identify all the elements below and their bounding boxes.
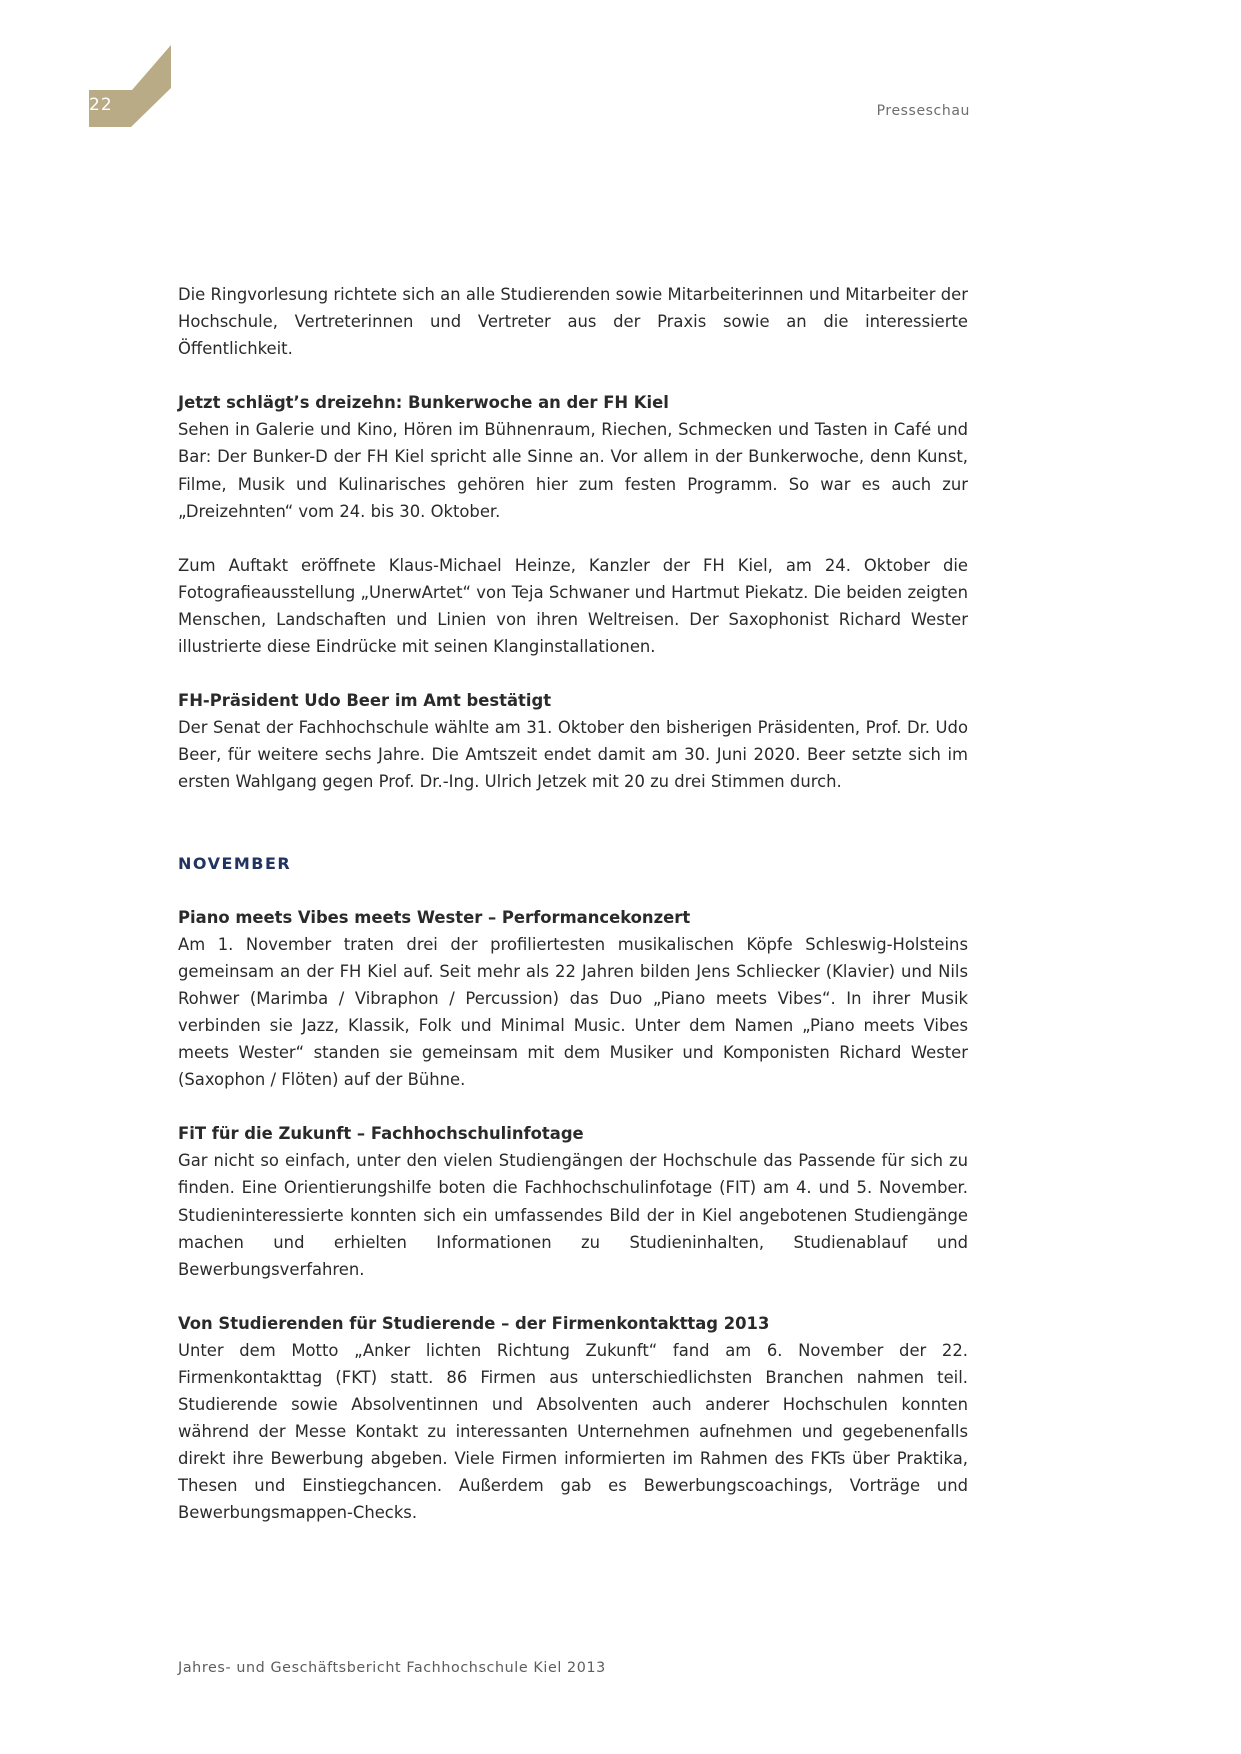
page-number: 22 bbox=[89, 95, 113, 115]
bunkerwoche-paragraph-2: Zum Auftakt eröffnete Klaus-Michael Heinze, Kanzler der FH Kiel, am 24. Oktober die Fotografieausstellung „UnerwArtet“ von Teja Schwaner und Hartmut Piekatz. Die beiden zeigten Menschen, Landschaften und Linien von ihren Weltreisen. Der Saxophonist Richard Wester illustrierte diese Eindrücke mit seinen Klanginstallationen. bbox=[178, 555, 968, 657]
section-heading-bunkerwoche: Jetzt schlägt’s dreizehn: Bunkerwoche an der FH Kiel bbox=[178, 393, 669, 413]
running-header: Presseschau bbox=[876, 103, 970, 119]
main-content bbox=[178, 281, 968, 1527]
spacer bbox=[178, 877, 968, 904]
running-footer: Jahres- und Geschäftsbericht Fachhochschule Kiel 2013 bbox=[178, 1660, 606, 1676]
konzert-paragraph: Am 1. November traten drei der profiliertesten musikalischen Köpfe Schleswig-Holsteins gemeinsam an der FH Kiel auf. Seit mehr als 22 Jahren bilden Jens Schliecker (Klavier) und Nils Rohwer (Marimba / Vibraphon / Percussion) das Duo „Piano meets Vibes“. In ihrer Musik verbinden sie Jazz, Klassik, Folk und Minimal Music. Unter dem Namen „Piano meets Vibes meets Wester“ standen sie gemeinsam mit dem Musiker und Komponisten Richard Wester (Saxophon / Flöten) auf der Bühne. bbox=[178, 934, 968, 1090]
bunkerwoche-paragraph-1: Sehen in Galerie und Kino, Hören im Bühnenraum, Riechen, Schmecken und Tasten in Café und Bar: Der Bunker-D der FH Kiel spricht alle Sinne an. Vor allem in der Bunkerwoche, denn Kunst, Filme, Musik und Kulinarisches gehören hier zum festen Programm. So war es auch zur „Dreizehnten“ vom 24. bis 30. Oktober. bbox=[178, 420, 968, 521]
firmenkontakttag-paragraph: Unter dem Motto „Anker lichten Richtung Zukunft“ fand am 6. November der 22. Firmenkontakttag (FKT) statt. 86 Firmen aus unterschiedlichsten Branchen nahmen teil. Studierende sowie Absolventinnen und Absolventen auch anderer Hochschulen konnten während der Messe Kontakt zu interessanten Unternehmen aufnehmen und gegebenenfalls direkt ihre Bewerbung abgeben. Viele Firmen informierten im Rahmen des FKTs über Praktika, Thesen und Einstiegchancen. Außerdem gab es Bewerbungscoachings, Vorträge und Bewerbungsmappen-Checks. bbox=[178, 1340, 968, 1523]
spacer bbox=[178, 525, 968, 552]
section-heading-praesident: FH-Präsident Udo Beer im Amt bestätigt bbox=[178, 691, 552, 711]
section-heading-fit: FiT für die Zukunft – Fachhochschulinfotage bbox=[178, 1124, 584, 1144]
spacer bbox=[178, 362, 968, 389]
page-number-tab bbox=[0, 0, 200, 140]
spacer bbox=[178, 1093, 968, 1120]
spacer bbox=[178, 796, 968, 850]
intro-paragraph: Die Ringvorlesung richtete sich an alle Studierenden sowie Mitarbeiterinnen und Mitarbeiter der Hochschule, Vertreterinnen und Vertreter aus der Praxis sowie an die interessierte Öffentlichkeit. bbox=[178, 285, 968, 359]
month-heading-november: NOVEMBER bbox=[178, 853, 292, 873]
praesident-paragraph: Der Senat der Fachhochschule wählte am 31. Oktober den bisherigen Präsidenten, Prof. Dr. Udo Beer, für weitere sechs Jahre. Die Amtszeit endet damit am 30. Juni 2020. Beer setzte sich im ersten Wahlgang gegen Prof. Dr.-Ing. Ulrich Jetzek mit 20 zu drei Stimmen durch. bbox=[178, 718, 968, 792]
fit-paragraph: Gar nicht so einfach, unter den vielen Studiengängen der Hochschule das Passende für sich zu finden. Eine Orientierungshilfe boten die Fachhochschulinfotage (FIT) am 4. und 5. November. Studieninteressierte konnten sich ein umfassendes Bild der in Kiel angebotenen Studiengänge machen und erhielten Informationen zu Studieninhalten, Studienablauf und Bewerbungsverfahren. bbox=[178, 1151, 968, 1279]
spacer bbox=[178, 1283, 968, 1310]
spacer bbox=[178, 660, 968, 687]
section-heading-firmenkontakttag: Von Studierenden für Studierende – der Firmenkontakttag 2013 bbox=[178, 1313, 770, 1333]
section-heading-konzert: Piano meets Vibes meets Wester – Performancekonzert bbox=[178, 907, 691, 927]
